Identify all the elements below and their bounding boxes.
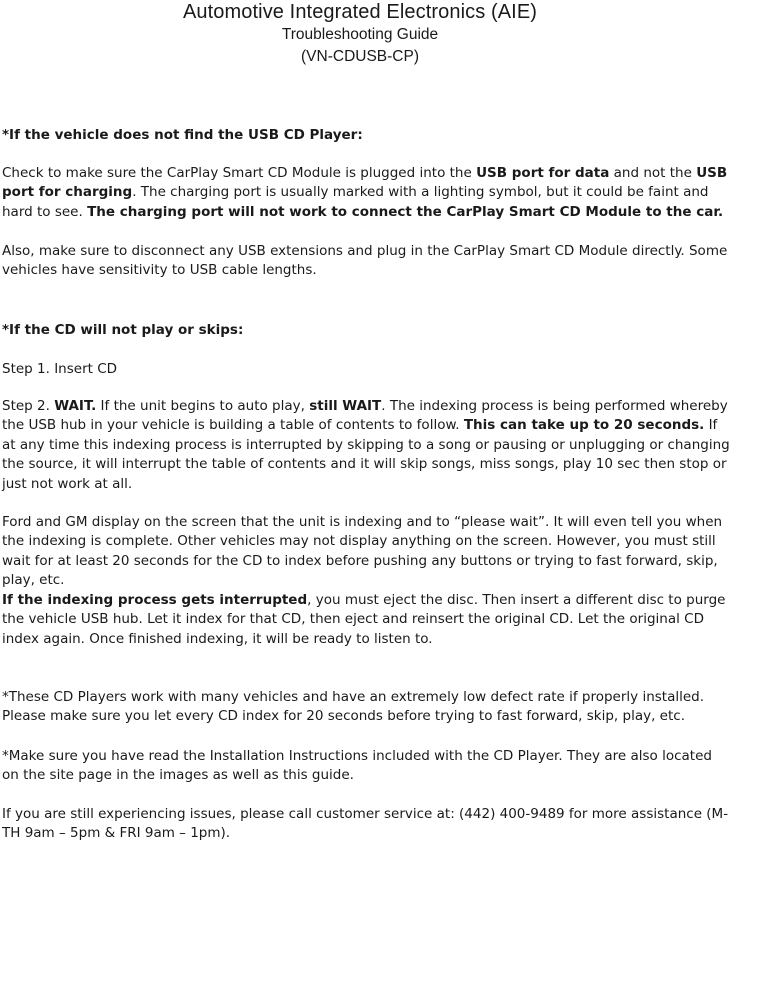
paragraph-usb-port — [2, 164, 732, 222]
text-run: . The indexing process is being performed whereby the USB hub in your vehicle is building a table of contents to follow. — [2, 398, 728, 434]
model-number: (VN-CDUSB-CP) — [301, 48, 419, 65]
paragraph-usb-extensions: Also, make sure to disconnect any USB extensions and plug in the CarPlay Smart CD Module directly. Some vehicles have sensitivity to USB cable lengths. — [2, 243, 728, 279]
paragraph-indexing-interrupted — [2, 591, 732, 649]
text-run: . The charging port is usually marked with a lighting symbol, but it could be faint and hard to see. — [2, 184, 709, 220]
step-1: Step 1. Insert CD — [2, 361, 118, 377]
text-run: and not the — [609, 165, 697, 181]
note-low-defect-rate: *These CD Players work with many vehicles and have an extremely low defect rate if properly installed. Please make sure you let every CD index for 20 seconds before trying to fast forward, skip, play, etc. — [2, 689, 705, 725]
section-heading-cd-skips: *If the CD will not play or skips: — [2, 322, 244, 338]
document-title: Automotive Integrated Electronics (AIE) — [182, 1, 538, 23]
text-run: If the unit begins to auto play, — [96, 398, 310, 414]
text-run: If at any time this indexing process is interrupted by skipping to a song or pausing or unplugging or changing the source, it will interrupt the table of contents and it will skip songs, miss songs, play 10 sec then stop or just not work at all. — [2, 417, 730, 492]
text-run: , you must eject the disc. Then insert a different disc to purge the vehicle USB hub. Let it index for that CD, then eject and reinsert the original CD. Let the original CD index again. Once finished indexing, it will be ready to listen to. — [2, 592, 726, 647]
emphasized-text: USB port for data — [476, 165, 610, 181]
emphasized-text: If the indexing process gets interrupted — [2, 592, 308, 608]
document-header — [0, 0, 720, 68]
emphasized-text: The charging port will not work to connect the CarPlay Smart CD Module to the car. — [87, 203, 724, 220]
text-run: Step 2. — [2, 398, 55, 414]
text-run: Check to make sure the CarPlay Smart CD Module is plugged into the — [2, 165, 477, 181]
emphasized-text: WAIT. — [54, 398, 97, 414]
note-installation-instructions: *Make sure you have read the Installation Instructions included with the CD Player. They are also located on the site page in the images as well as this guide. — [2, 748, 712, 784]
emphasized-text: This can take up to 20 seconds. — [463, 417, 705, 434]
emphasized-text: still WAIT — [309, 398, 382, 414]
customer-service-contact: If you are still experiencing issues, please call customer service at: (442) 400-9489 for more assistance (M-TH 9am – 5pm & FRI 9am – 1pm). — [2, 806, 729, 842]
step-2 — [2, 397, 732, 494]
paragraph-ford-gm-display: Ford and GM display on the screen that the unit is indexing and to “please wait”. It will even tell you when the indexing is complete. Other vehicles may not display anything on the screen. However, you must still wait for at least 20 seconds for the CD to index before pushing any buttons or trying to fast forward, skip, play, etc. — [2, 514, 723, 589]
section-heading-usb-not-found: *If the vehicle does not find the USB CD Player: — [2, 127, 363, 143]
emphasized-text: USB port for charging — [2, 165, 728, 201]
document-subtitle: Troubleshooting Guide — [281, 26, 439, 43]
